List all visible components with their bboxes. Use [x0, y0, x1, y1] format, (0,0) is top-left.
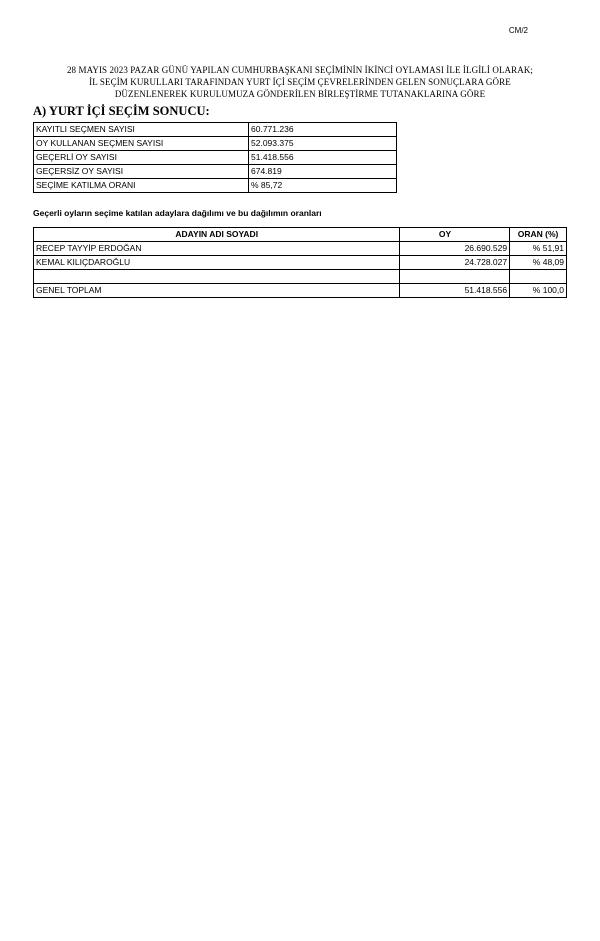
blank-row [34, 270, 567, 284]
total-votes: 51.418.556 [400, 284, 510, 298]
summary-row [34, 137, 397, 151]
total-ratio: % 100,0 [510, 284, 567, 298]
document-heading [30, 64, 570, 100]
summary-value: 52.093.375 [249, 137, 397, 151]
candidate-name: RECEP TAYYİP ERDOĞAN [34, 242, 400, 256]
summary-value: 674.819 [249, 165, 397, 179]
header-ratio: ORAN (%) [510, 228, 567, 242]
total-label: GENEL TOPLAM [34, 284, 400, 298]
summary-row [34, 151, 397, 165]
heading-line-1: 28 MAYIS 2023 PAZAR GÜNÜ YAPILAN CUMHURBAŞKANI SEÇİMİNİN İKİNCİ OYLAMASI İLE İLGİLİ OLARAK; [66, 65, 534, 75]
summary-row [34, 123, 397, 137]
summary-value: % 85,72 [249, 179, 397, 193]
table-header-row [34, 228, 567, 242]
candidate-ratio: % 48,09 [510, 256, 567, 270]
blank-cell [400, 270, 510, 284]
total-row [34, 284, 567, 298]
summary-label: OY KULLANAN SEÇMEN SAYISI [34, 137, 249, 151]
page-code: CM/2 [508, 26, 528, 35]
header-votes: OY [400, 228, 510, 242]
blank-cell [34, 270, 400, 284]
candidate-votes: 24.728.027 [400, 256, 510, 270]
summary-label: SEÇİME KATILMA ORANI [34, 179, 249, 193]
candidate-ratio: % 51,91 [510, 242, 567, 256]
summary-label: KAYITLI SEÇMEN SAYISI [34, 123, 249, 137]
blank-cell [510, 270, 567, 284]
header-name: ADAYIN ADI SOYADI [34, 228, 400, 242]
distribution-title: Geçerli oyların seçime katılan adaylara dağılımı ve bu dağılımın oranları [33, 208, 322, 218]
summary-table [33, 122, 397, 193]
candidate-votes: 26.690.529 [400, 242, 510, 256]
heading-line-2: İL SEÇİM KURULLARI TARAFINDAN YURT İÇİ SEÇİM ÇEVRELERİNDEN GELEN SONUÇLARA GÖRE [89, 77, 511, 87]
section-a-title: A) YURT İÇİ SEÇİM SONUCU: [33, 104, 210, 118]
candidate-row [34, 256, 567, 270]
summary-value: 51.418.556 [249, 151, 397, 165]
summary-row [34, 165, 397, 179]
summary-label: GEÇERSİZ OY SAYISI [34, 165, 249, 179]
candidate-name: KEMAL KILIÇDAROĞLU [34, 256, 400, 270]
candidate-row [34, 242, 567, 256]
summary-label: GEÇERLİ OY SAYISI [34, 151, 249, 165]
candidate-distribution-table [33, 227, 567, 298]
summary-value: 60.771.236 [249, 123, 397, 137]
summary-row [34, 179, 397, 193]
heading-line-3: DÜZENLENEREK KURULUMUZA GÖNDERİLEN BİRLEŞTİRME TUTANAKLARINA GÖRE [114, 89, 486, 99]
